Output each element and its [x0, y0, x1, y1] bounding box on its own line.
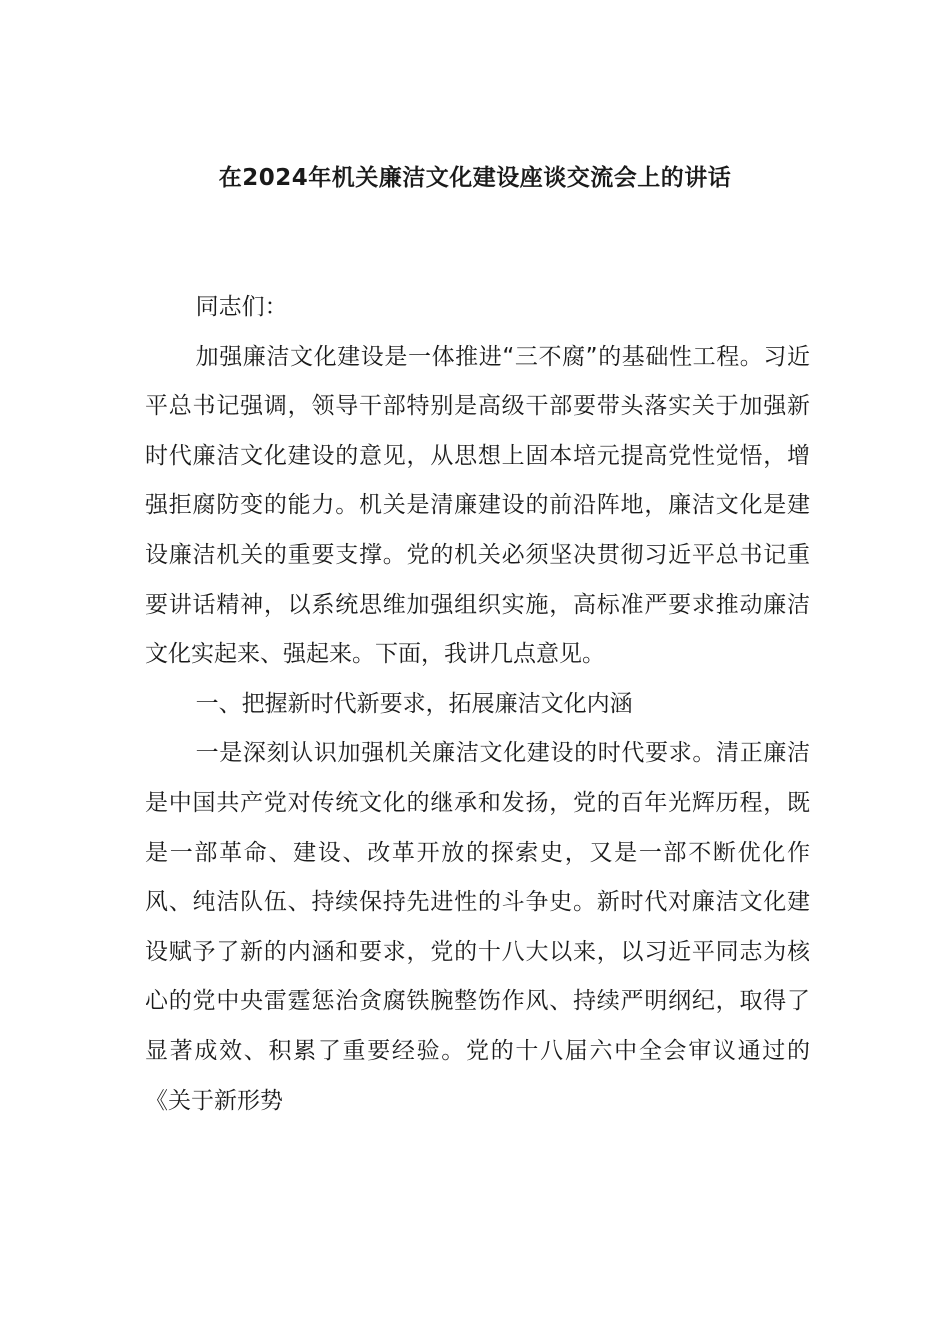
salutation: 同志们：	[195, 294, 288, 320]
paragraph-intro: 加强廉洁文化建设是一体推进“三不腐”的基础性工程。习近平总书记强调，领导干部特别是高级干部要带头落实关于加强新时代廉洁文化建设的意见，从思想上固本培元提高党性觉悟，增强拒腐防变的能力。机关是清廉建设的前沿阵地，廉洁文化是建设廉洁机关的重要支撑。党的机关必须坚决贯彻习近平总书记重要讲话精神，以系统思维加强组织实施，高标准严要求推动廉洁文化实起来、强起来。下面，我讲几点意见。	[145, 343, 810, 668]
document-title: 在2024年机关廉洁文化建设座谈交流会上的讲话	[218, 165, 732, 191]
document-body	[145, 283, 810, 1126]
section-heading-1: 一、把握新时代新要求，拓展廉洁文化内涵	[195, 690, 633, 717]
paragraph-1-1: 一是深刻认识加强机关廉洁文化建设的时代要求。清正廉洁是中国共产党对传统文化的继承和发扬，党的百年光辉历程，既是一部革命、建设、改革开放的探索史，又是一部不断优化作风、纯洁队伍、持续保持先进性的斗争史。新时代对廉洁文化建设赋予了新的内涵和要求，党的十八大以来，以习近平同志为核心的党中央雷霆惩治贪腐铁腕整饬作风、持续严明纲纪，取得了显著成效、积累了重要经验。党的十八届六中全会审议通过的《关于新形势	[145, 740, 810, 1114]
